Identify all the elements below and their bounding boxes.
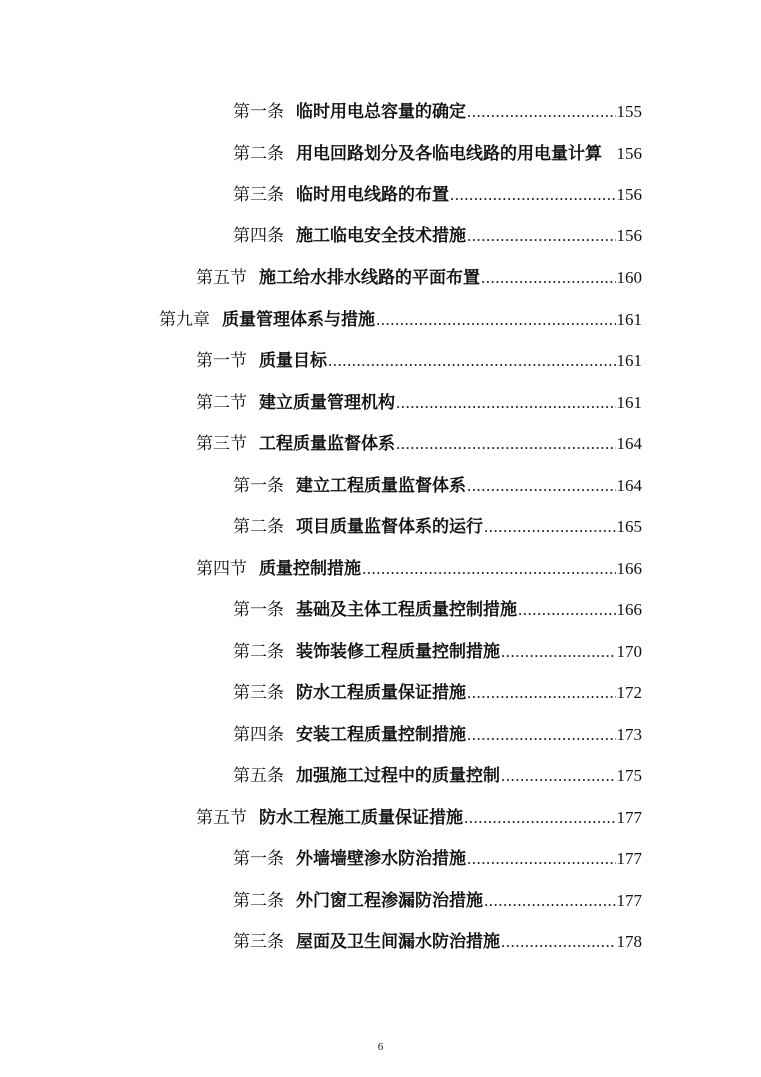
toc-dot-leader [396, 434, 616, 454]
toc-entry-title: 安装工程质量控制措施 [296, 725, 466, 745]
toc-entry-title: 建立质量管理机构 [259, 393, 395, 413]
toc-entry[interactable] [233, 886, 642, 912]
toc-entry-page: 161 [616, 393, 642, 412]
toc-dot-leader [481, 268, 616, 288]
toc-entry[interactable] [233, 761, 642, 787]
toc-entry-title: 临时用电线路的布置 [296, 185, 449, 205]
toc-entry[interactable] [233, 720, 642, 746]
toc-entry-label: 第三条 [233, 683, 284, 702]
toc-entry[interactable] [196, 346, 642, 372]
toc-entry[interactable] [196, 388, 642, 414]
toc-entry-page: 175 [616, 766, 642, 785]
toc-entry-label: 第二条 [233, 642, 284, 661]
toc-entry[interactable] [233, 180, 642, 206]
toc-dot-leader [328, 351, 616, 371]
toc-entry-label: 第三条 [233, 932, 284, 951]
toc-entry-title: 建立工程质量监督体系 [296, 476, 466, 496]
toc-entry-page: 164 [616, 476, 642, 495]
toc-entry-title: 施工给水排水线路的平面布置 [259, 268, 480, 288]
toc-entry-page: 177 [616, 808, 642, 827]
toc-entry[interactable] [159, 305, 642, 331]
toc-dot-leader [450, 185, 616, 205]
toc-entry-label: 第一条 [233, 849, 284, 868]
toc-entry[interactable] [233, 844, 642, 870]
toc-dot-leader [484, 891, 616, 911]
toc-entry-page: 166 [616, 559, 642, 578]
toc-entry[interactable] [196, 263, 642, 289]
toc-entry-label: 第三条 [233, 185, 284, 204]
toc-entry[interactable] [233, 97, 642, 123]
toc-entry-label: 第一条 [233, 476, 284, 495]
toc-entry-page: 155 [616, 102, 642, 121]
toc-entry-title: 施工临电安全技术措施 [296, 226, 466, 246]
toc-dot-leader [396, 393, 616, 413]
toc-entry-page: 156 [616, 226, 642, 245]
toc-entry-page: 156 [616, 185, 642, 204]
toc-entry-label: 第五条 [233, 766, 284, 785]
toc-entry-label: 第九章 [159, 310, 210, 329]
toc-entry[interactable] [196, 429, 642, 455]
toc-entry[interactable] [233, 927, 642, 953]
toc-entry-title: 用电回路划分及各临电线路的用电量计算 [296, 144, 602, 164]
toc-entry[interactable] [233, 595, 642, 621]
toc-entry[interactable] [196, 554, 642, 580]
toc-entry-label: 第二条 [233, 891, 284, 910]
toc-entry-page: 165 [616, 517, 642, 536]
toc-entry-page: 160 [616, 268, 642, 287]
toc-entry-page: 161 [616, 310, 642, 329]
toc-dot-leader [501, 766, 616, 786]
toc-entry-label: 第二条 [233, 517, 284, 536]
toc-entry-page: 164 [616, 434, 642, 453]
toc-entry-title: 质量管理体系与措施 [222, 310, 375, 330]
toc-entry-title: 加强施工过程中的质量控制 [296, 766, 500, 786]
toc-entry-label: 第四条 [233, 226, 284, 245]
toc-entry[interactable] [233, 637, 642, 663]
toc-entry-label: 第四条 [233, 725, 284, 744]
toc-entry-page: 173 [616, 725, 642, 744]
toc-entry[interactable] [233, 471, 642, 497]
toc-dot-leader [467, 476, 616, 496]
toc-entry-page: 166 [616, 600, 642, 619]
toc-entry-title: 临时用电总容量的确定 [296, 102, 466, 122]
toc-entry[interactable] [196, 803, 642, 829]
toc-entry-label: 第三节 [196, 434, 247, 453]
toc-entry-title: 基础及主体工程质量控制措施 [296, 600, 517, 620]
toc-entry-title: 质量控制措施 [259, 559, 361, 579]
toc-entry[interactable] [233, 678, 642, 704]
toc-dot-leader [376, 310, 616, 330]
toc-entry-label: 第一条 [233, 600, 284, 619]
toc-entry-title: 质量目标 [259, 351, 327, 371]
toc-entry-page: 177 [616, 891, 642, 910]
toc-dot-leader [467, 683, 616, 703]
toc-dot-leader [467, 725, 616, 745]
toc-dot-leader [467, 102, 616, 122]
toc-entry-title: 防水工程施工质量保证措施 [259, 808, 463, 828]
toc-dot-leader [501, 642, 616, 662]
toc-dot-leader [362, 559, 616, 579]
toc-entry-page: 161 [616, 351, 642, 370]
toc-entry-label: 第二条 [233, 144, 284, 163]
toc-entry-title: 外墙墙壁渗水防治措施 [296, 849, 466, 869]
toc-entry-page: 178 [616, 932, 642, 951]
toc-entry-label: 第四节 [196, 559, 247, 578]
toc-dot-leader [464, 808, 616, 828]
toc-entry[interactable] [233, 221, 642, 247]
toc-entry-page: 156 [616, 144, 642, 163]
toc-entry-page: 177 [616, 849, 642, 868]
toc-entry-label: 第一条 [233, 102, 284, 121]
toc-entry-page: 170 [616, 642, 642, 661]
toc-entry[interactable] [233, 512, 642, 538]
toc-entry-title: 屋面及卫生间漏水防治措施 [296, 932, 500, 952]
toc-dot-leader [467, 849, 616, 869]
toc-entry-page: 172 [616, 683, 642, 702]
toc-dot-leader [501, 932, 616, 952]
toc-entry-title: 工程质量监督体系 [259, 434, 395, 454]
toc-entry-title: 装饰装修工程质量控制措施 [296, 642, 500, 662]
toc-entry-label: 第二节 [196, 393, 247, 412]
page-number: 6 [377, 1041, 384, 1053]
toc-entry-title: 防水工程质量保证措施 [296, 683, 466, 703]
toc-entry-title: 项目质量监督体系的运行 [296, 517, 483, 537]
toc-entry-label: 第五节 [196, 808, 247, 827]
toc-entry-label: 第一节 [196, 351, 247, 370]
toc-dot-leader [484, 517, 616, 537]
toc-dot-leader [467, 226, 616, 246]
toc-dot-leader [518, 600, 616, 620]
toc-entry-label: 第五节 [196, 268, 247, 287]
toc-entry-title: 外门窗工程渗漏防治措施 [296, 891, 483, 911]
toc-entry[interactable] [233, 139, 642, 165]
